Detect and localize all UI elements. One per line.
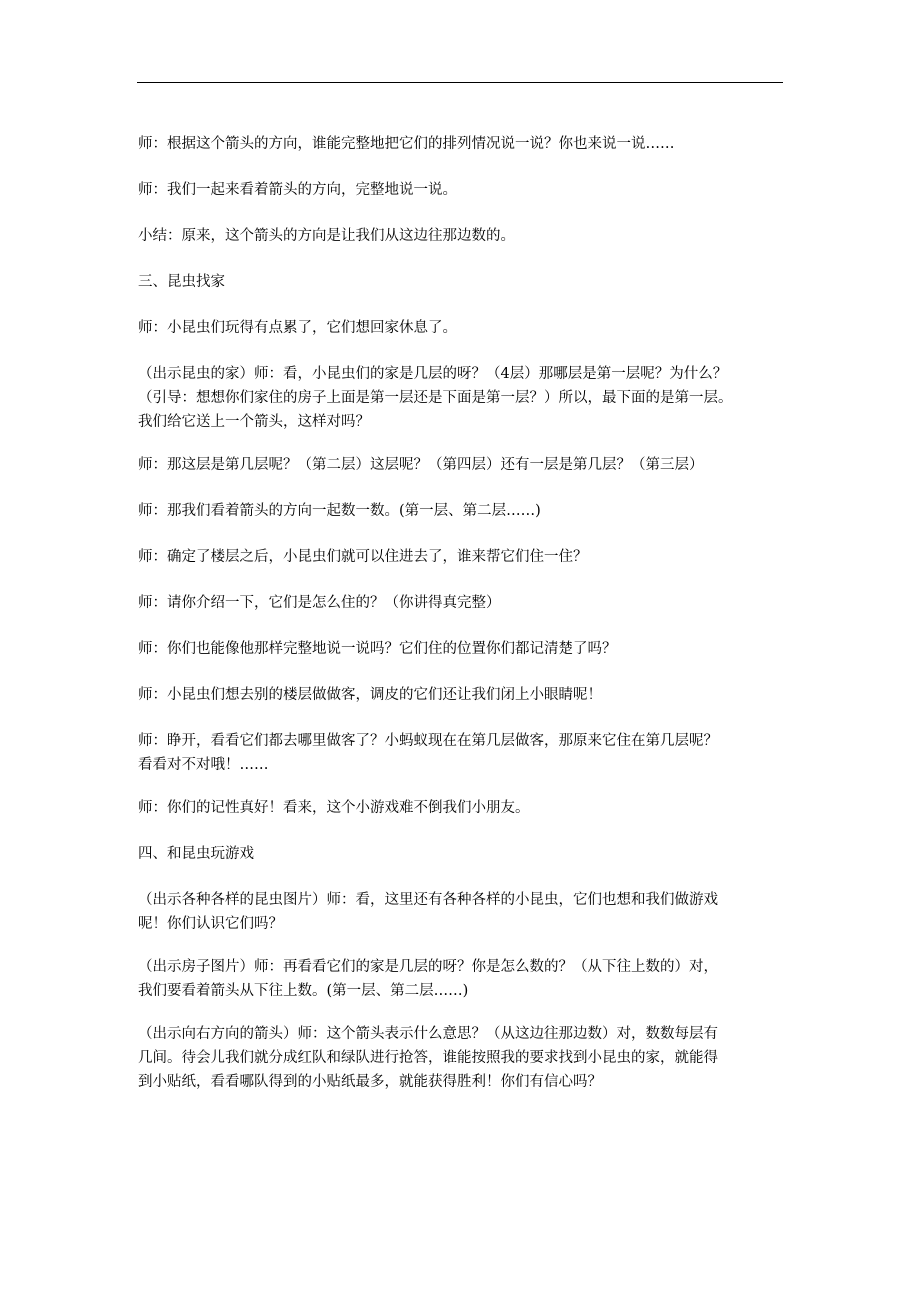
paragraph-12-line-1: 师：睁开，看看它们都去哪里做客了？小蚂蚁现在在第几层做客，那原来它住在第几层呢？: [138, 733, 718, 749]
header-rule: [137, 82, 783, 83]
paragraph-5-line-1: （出示昆虫的家）师：看，小昆虫们的家是几层的呀？（4层）那哪层是第一层呢？为什么？: [138, 366, 728, 382]
paragraph-11: 师：小昆虫们想去别的楼层做做客，调皮的它们还让我们闭上小眼睛呢！: [138, 687, 602, 703]
section-heading-3: 三、昆虫找家: [138, 274, 225, 290]
paragraph-3: 小结：原来，这个箭头的方向是让我们从这边往那边数的。: [138, 228, 515, 244]
paragraph-9: 师：请你介绍一下，它们是怎么住的？（你讲得真完整）: [138, 595, 501, 611]
paragraph-7: 师：那我们看着箭头的方向一起数一数。(第一层、第二层……): [138, 503, 541, 519]
paragraph-14-line-2: 呢！你们认识它们吗？: [138, 916, 283, 932]
paragraph-6: 师：那这层是第几层呢？（第二层）这层呢？（第四层）还有一层是第几层？（第三层）: [138, 457, 704, 473]
paragraph-5-line-3: 我们给它送上一个箭头，这样对吗？: [138, 414, 370, 430]
paragraph-15-line-1: （出示房子图片）师：再看看它们的家是几层的呀？你是怎么数的？（从下往上数的）对，: [138, 959, 718, 975]
paragraph-15-line-2: 我们要看着箭头从下往上数。(第一层、第二层……): [138, 983, 469, 999]
paragraph-16-line-2: 几间。待会儿我们就分成红队和绿队进行抢答，谁能按照我的要求找到小昆虫的家，就能得: [138, 1050, 718, 1066]
document-body: [138, 132, 788, 1094]
paragraph-1: 师：根据这个箭头的方向，谁能完整地把它们的排列情况说一说？你也来说一说……: [138, 136, 675, 152]
paragraph-14-line-1: （出示各种各样的昆虫图片）师：看，这里还有各种各样的小昆虫，它们也想和我们做游戏: [138, 892, 718, 908]
paragraph-10: 师：你们也能像他那样完整地说一说吗？它们住的位置你们都记清楚了吗？: [138, 641, 617, 657]
paragraph-12-line-2: 看看对不对哦！……: [138, 757, 269, 773]
paragraph-5-line-2: （引导：想想你们家住的房子上面是第一层还是下面是第一层？）所以，最下面的是第一层。: [138, 390, 733, 406]
paragraph-2: 师：我们一起来看着箭头的方向，完整地说一说。: [138, 182, 457, 198]
paragraph-13: 师：你们的记性真好！看来，这个小游戏难不倒我们小朋友。: [138, 800, 530, 816]
paragraph-16-line-3: 到小贴纸，看看哪队得到的小贴纸最多，就能获得胜利！你们有信心吗？: [138, 1074, 602, 1090]
section-heading-4: 四、和昆虫玩游戏: [138, 846, 254, 862]
paragraph-4: 师：小昆虫们玩得有点累了，它们想回家休息了。: [138, 320, 457, 336]
paragraph-8: 师：确定了楼层之后，小昆虫们就可以住进去了，谁来帮它们住一住？: [138, 549, 588, 565]
paragraph-16-line-1: （出示向右方向的箭头）师：这个箭头表示什么意思？（从这边往那边数）对，数数每层有: [138, 1026, 718, 1042]
